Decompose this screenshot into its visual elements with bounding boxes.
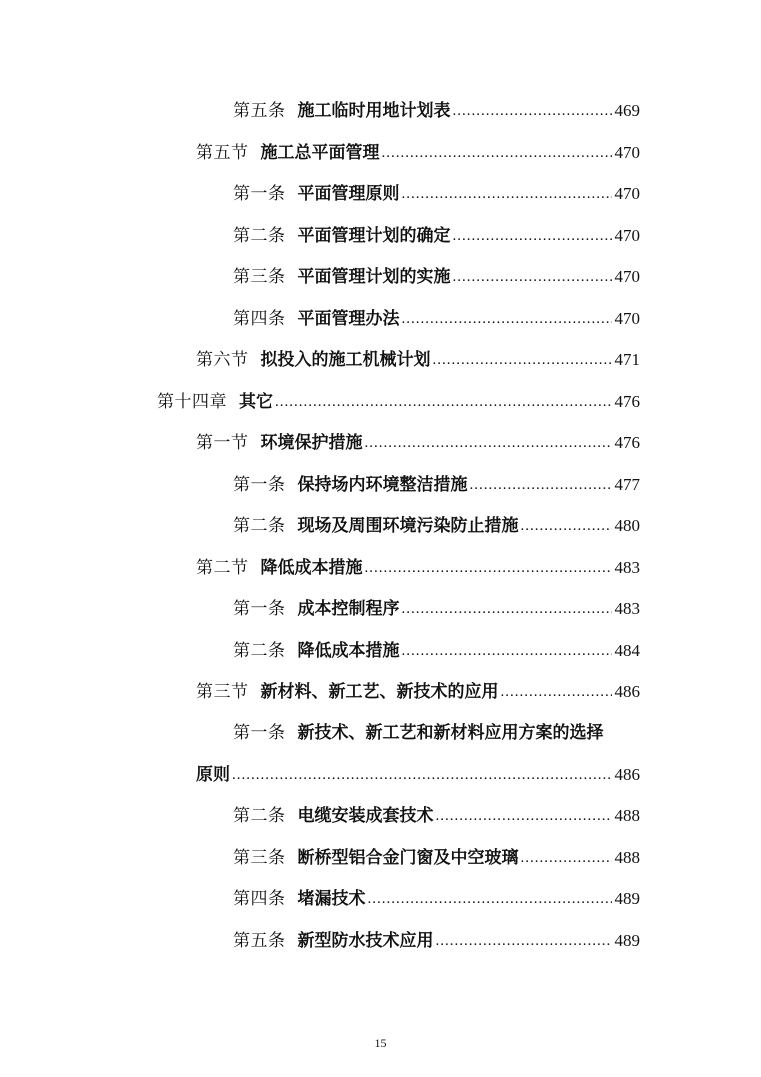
entry-page-number: 477 bbox=[614, 475, 640, 494]
entry-title: 保持场内环境整洁措施 bbox=[297, 475, 468, 495]
page-footer-number: 15 bbox=[374, 1036, 387, 1050]
toc-entry[interactable] bbox=[233, 470, 640, 496]
entry-title: 平面管理原则 bbox=[297, 184, 400, 204]
dot-leader bbox=[436, 806, 612, 826]
entry-page-number: 469 bbox=[614, 101, 640, 120]
entry-page-number: 488 bbox=[614, 806, 640, 825]
entry-title-continuation: 原则 bbox=[196, 765, 230, 785]
entry-number: 第二条 bbox=[233, 226, 286, 246]
entry-number: 第二条 bbox=[233, 641, 286, 661]
entry-page-number: 489 bbox=[614, 931, 640, 950]
entry-number: 第五条 bbox=[233, 101, 286, 121]
dot-leader bbox=[365, 558, 612, 578]
entry-number: 第三条 bbox=[233, 848, 286, 868]
entry-title: 施工总平面管理 bbox=[260, 143, 380, 163]
dot-leader bbox=[368, 889, 612, 909]
entry-title: 降低成本措施 bbox=[297, 641, 400, 661]
entry-title: 平面管理办法 bbox=[297, 309, 400, 329]
entry-page-number: 484 bbox=[614, 641, 640, 660]
dot-leader bbox=[521, 848, 612, 868]
toc-entry[interactable] bbox=[233, 884, 640, 910]
entry-page-number: 470 bbox=[614, 226, 640, 245]
dot-leader bbox=[382, 143, 612, 163]
entry-number: 第一条 bbox=[233, 723, 286, 743]
entry-number: 第六节 bbox=[196, 350, 249, 370]
entry-page-number: 483 bbox=[614, 599, 640, 618]
entry-number: 第二节 bbox=[196, 558, 249, 578]
entry-number: 第十四章 bbox=[157, 392, 227, 412]
entry-number: 第一节 bbox=[196, 433, 249, 453]
toc-entry[interactable] bbox=[196, 138, 640, 164]
entry-number: 第四条 bbox=[233, 309, 286, 329]
entry-title: 现场及周围环境污染防止措施 bbox=[297, 516, 519, 536]
entry-title: 降低成本措施 bbox=[260, 558, 363, 578]
entry-page-number: 470 bbox=[614, 184, 640, 203]
dot-leader bbox=[232, 765, 612, 785]
entry-title: 堵漏技术 bbox=[297, 889, 366, 909]
entry-page-number: 476 bbox=[614, 392, 640, 411]
entry-title: 新材料、新工艺、新技术的应用 bbox=[260, 682, 499, 702]
entry-title: 拟投入的施工机械计划 bbox=[260, 350, 431, 370]
dot-leader bbox=[433, 350, 612, 370]
toc-entry[interactable] bbox=[196, 428, 640, 454]
dot-leader bbox=[402, 309, 612, 329]
entry-number: 第五条 bbox=[233, 931, 286, 951]
toc-entry[interactable] bbox=[233, 179, 640, 205]
dot-leader bbox=[453, 101, 612, 121]
entry-title: 成本控制程序 bbox=[297, 599, 400, 619]
entry-page-number: 470 bbox=[614, 267, 640, 286]
entry-title: 平面管理计划的确定 bbox=[297, 226, 451, 246]
entry-title: 施工临时用地计划表 bbox=[297, 101, 451, 121]
dot-leader bbox=[501, 682, 612, 702]
toc-entry[interactable] bbox=[157, 387, 640, 413]
entry-title: 平面管理计划的实施 bbox=[297, 267, 451, 287]
entry-page-number: 483 bbox=[614, 558, 640, 577]
toc-entry[interactable] bbox=[233, 926, 640, 952]
entry-page-number: 486 bbox=[614, 765, 640, 784]
entry-title: 新型防水技术应用 bbox=[297, 931, 434, 951]
dot-leader bbox=[275, 392, 612, 412]
toc-entry[interactable] bbox=[196, 677, 640, 703]
entry-number: 第一条 bbox=[233, 599, 286, 619]
entry-page-number: 470 bbox=[614, 309, 640, 328]
entry-page-number: 488 bbox=[614, 848, 640, 867]
entry-page-number: 476 bbox=[614, 433, 640, 452]
entry-page-number: 470 bbox=[614, 143, 640, 162]
entry-page-number: 486 bbox=[614, 682, 640, 701]
entry-number: 第二条 bbox=[233, 806, 286, 826]
entry-number: 第一条 bbox=[233, 184, 286, 204]
dot-leader bbox=[521, 516, 612, 536]
entry-number: 第四条 bbox=[233, 889, 286, 909]
toc-entry[interactable] bbox=[233, 304, 640, 330]
entry-number: 第五节 bbox=[196, 143, 249, 163]
entry-number: 第二条 bbox=[233, 516, 286, 536]
toc-entry[interactable] bbox=[233, 843, 640, 869]
dot-leader bbox=[402, 599, 612, 619]
entry-number: 第三条 bbox=[233, 267, 286, 287]
toc-entry[interactable] bbox=[196, 553, 640, 579]
toc-entry-continuation[interactable] bbox=[196, 760, 640, 786]
entry-title: 电缆安装成套技术 bbox=[297, 806, 434, 826]
entry-title: 断桥型铝合金门窗及中空玻璃 bbox=[297, 848, 519, 868]
entry-page-number: 471 bbox=[614, 350, 640, 369]
entry-page-number: 489 bbox=[614, 889, 640, 908]
entry-title: 新技术、新工艺和新材料应用方案的选择 bbox=[297, 723, 604, 743]
dot-leader bbox=[470, 475, 612, 495]
dot-leader bbox=[402, 641, 612, 661]
entry-number: 第一条 bbox=[233, 475, 286, 495]
entry-number: 第三节 bbox=[196, 682, 249, 702]
toc-entry[interactable] bbox=[233, 801, 640, 827]
dot-leader bbox=[402, 184, 612, 204]
dot-leader bbox=[453, 267, 612, 287]
toc-entry[interactable] bbox=[196, 345, 640, 371]
toc-entry[interactable] bbox=[233, 96, 640, 122]
toc-entry[interactable] bbox=[233, 511, 640, 537]
toc-entry[interactable] bbox=[233, 221, 640, 247]
entry-page-number: 480 bbox=[614, 516, 640, 535]
dot-leader bbox=[453, 226, 612, 246]
entry-title: 其它 bbox=[239, 392, 273, 412]
toc-entry[interactable] bbox=[233, 594, 640, 620]
entry-title: 环境保护措施 bbox=[260, 433, 363, 453]
toc-entry-wrapped[interactable] bbox=[233, 718, 604, 744]
dot-leader bbox=[365, 433, 612, 453]
dot-leader bbox=[436, 931, 612, 951]
toc-entry[interactable] bbox=[233, 262, 640, 288]
toc-entry[interactable] bbox=[233, 636, 640, 662]
